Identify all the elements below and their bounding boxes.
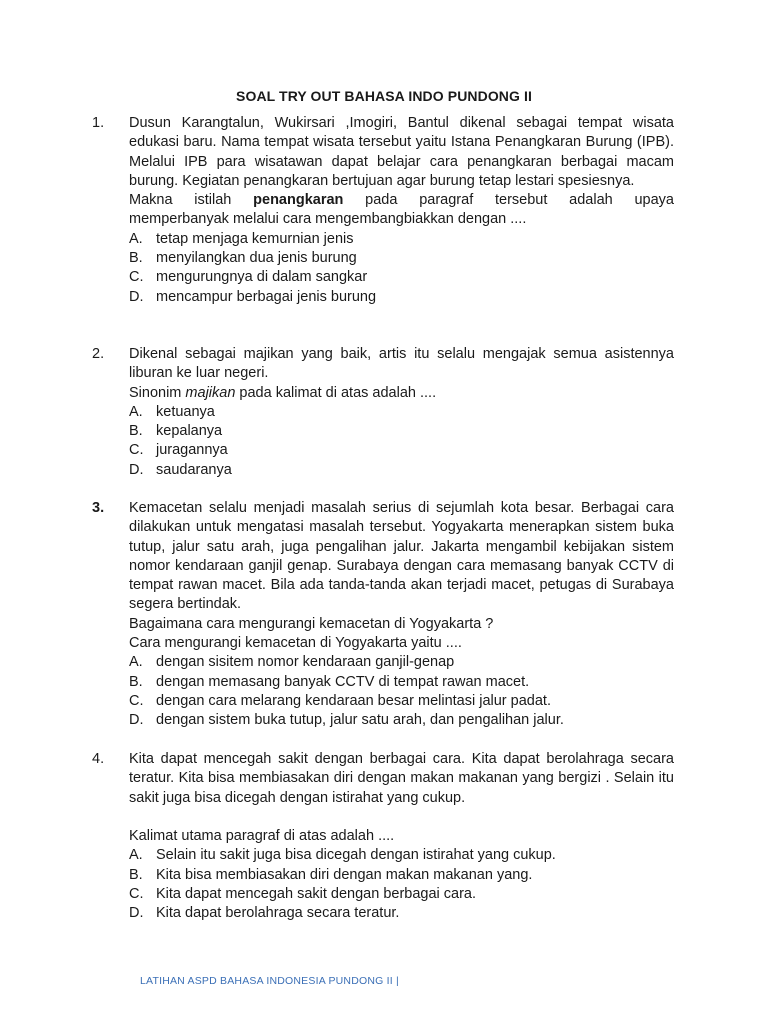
- question-2: [92, 345, 674, 480]
- option-c[interactable]: C. juragannya: [129, 442, 228, 459]
- question-4: [92, 750, 674, 924]
- option-c[interactable]: C. dengan cara melarang kendaraan besar melintasi jalur padat.: [129, 692, 551, 709]
- question-prompt: Bagaimana cara mengurangi kemacetan di Yogyakarta ?: [129, 615, 494, 632]
- option-b[interactable]: B. menyilangkan dua jenis burung: [129, 250, 357, 267]
- keyword: penangkaran: [253, 192, 344, 209]
- question-prompt: Kalimat utama paragraf di atas adalah ....: [129, 828, 395, 845]
- question-prompt-cont: Cara mengurangi kemacetan di Yogyakarta yaitu ....: [129, 635, 462, 652]
- question-prompt: Makna istilah penangkaran pada paragraf tersebut adalah upaya: [129, 192, 674, 209]
- question-number: 1.: [92, 115, 105, 131]
- question-passage: Kemacetan selalu menjadi masalah serius di sejumlah kota besar. Berbagai cara dilakukan untuk mengatasi masalah tersebut. Yogyakarta menerapkan sistem buka tutup, jalur satu arah, juga pengalihan jalur. Jakarta mengambil kebijakan sistem nomor kendaraan ganjil genap. Surabaya dengan cara memasang banyak CCTV di tempat rawan macet. Bila ada tanda-tanda akan terjadi macet, petugas di Surabaya segera bertindak.: [129, 500, 674, 613]
- question-passage: Dusun Karangtalun, Wukirsari ,Imogiri, Bantul dikenal sebagai tempat wisata edukasi baru. Nama tempat wisata tersebut yaitu Istana Penangkaran Burung (IPB). Melalui IPB para wisatawan dapat belajar cara penangkaran berbagai macam burung. Kegiatan penangkaran bertujuan agar burung tetap lestari spesiesnya.: [129, 115, 674, 189]
- keyword: majikan: [185, 384, 236, 401]
- option-b[interactable]: B. dengan memasang banyak CCTV di tempat rawan macet.: [129, 673, 530, 690]
- option-c[interactable]: C. Kita dapat mencegah sakit dengan berbagai cara.: [129, 886, 477, 903]
- option-d[interactable]: D. dengan sistem buka tutup, jalur satu arah, dan pengalihan jalur.: [129, 712, 564, 729]
- question-number: 2.: [92, 346, 105, 362]
- page-footer: LATIHAN ASPD BAHASA INDONESIA PUNDONG II |: [140, 975, 399, 987]
- option-c[interactable]: C. mengurungnya di dalam sangkar: [129, 269, 368, 286]
- question-passage: Dikenal sebagai majikan yang baik, artis itu selalu mengajak semua asistennya liburan ke luar negeri.: [129, 346, 674, 382]
- option-a[interactable]: A. dengan sisitem nomor kendaraan ganjil-genap: [129, 654, 455, 671]
- question-passage: Kita dapat mencegah sakit dengan berbagai cara. Kita dapat berolahraga secara teratur. Kita bisa membiasakan diri dengan makan makanan yang bergizi . Selain itu sakit juga bisa dicegah dengan istirahat yang cukup.: [129, 751, 674, 806]
- question-prompt-cont: memperbanyak melalui cara mengembangbiakkan dengan ....: [129, 211, 527, 228]
- question-prompt: Sinonim majikan pada kalimat di atas adalah ....: [129, 384, 437, 401]
- option-b[interactable]: B. kepalanya: [129, 423, 223, 440]
- question-1: [92, 114, 674, 307]
- question-3: [92, 499, 674, 731]
- question-number: 3.: [92, 500, 105, 516]
- option-a[interactable]: A. tetap menjaga kemurnian jenis: [129, 230, 354, 247]
- option-b[interactable]: B. Kita bisa membiasakan diri dengan makan makanan yang.: [129, 866, 533, 883]
- option-a[interactable]: A. Selain itu sakit juga bisa dicegah dengan istirahat yang cukup.: [129, 847, 556, 864]
- option-d[interactable]: D. Kita dapat berolahraga secara teratur.: [129, 905, 400, 922]
- question-number: 4.: [92, 751, 105, 767]
- option-d[interactable]: D. mencampur berbagai jenis burung: [129, 288, 377, 305]
- option-a[interactable]: A. ketuanya: [129, 403, 215, 420]
- page-title: SOAL TRY OUT BAHASA INDO PUNDONG II: [236, 88, 532, 104]
- option-d[interactable]: D. saudaranya: [129, 461, 232, 478]
